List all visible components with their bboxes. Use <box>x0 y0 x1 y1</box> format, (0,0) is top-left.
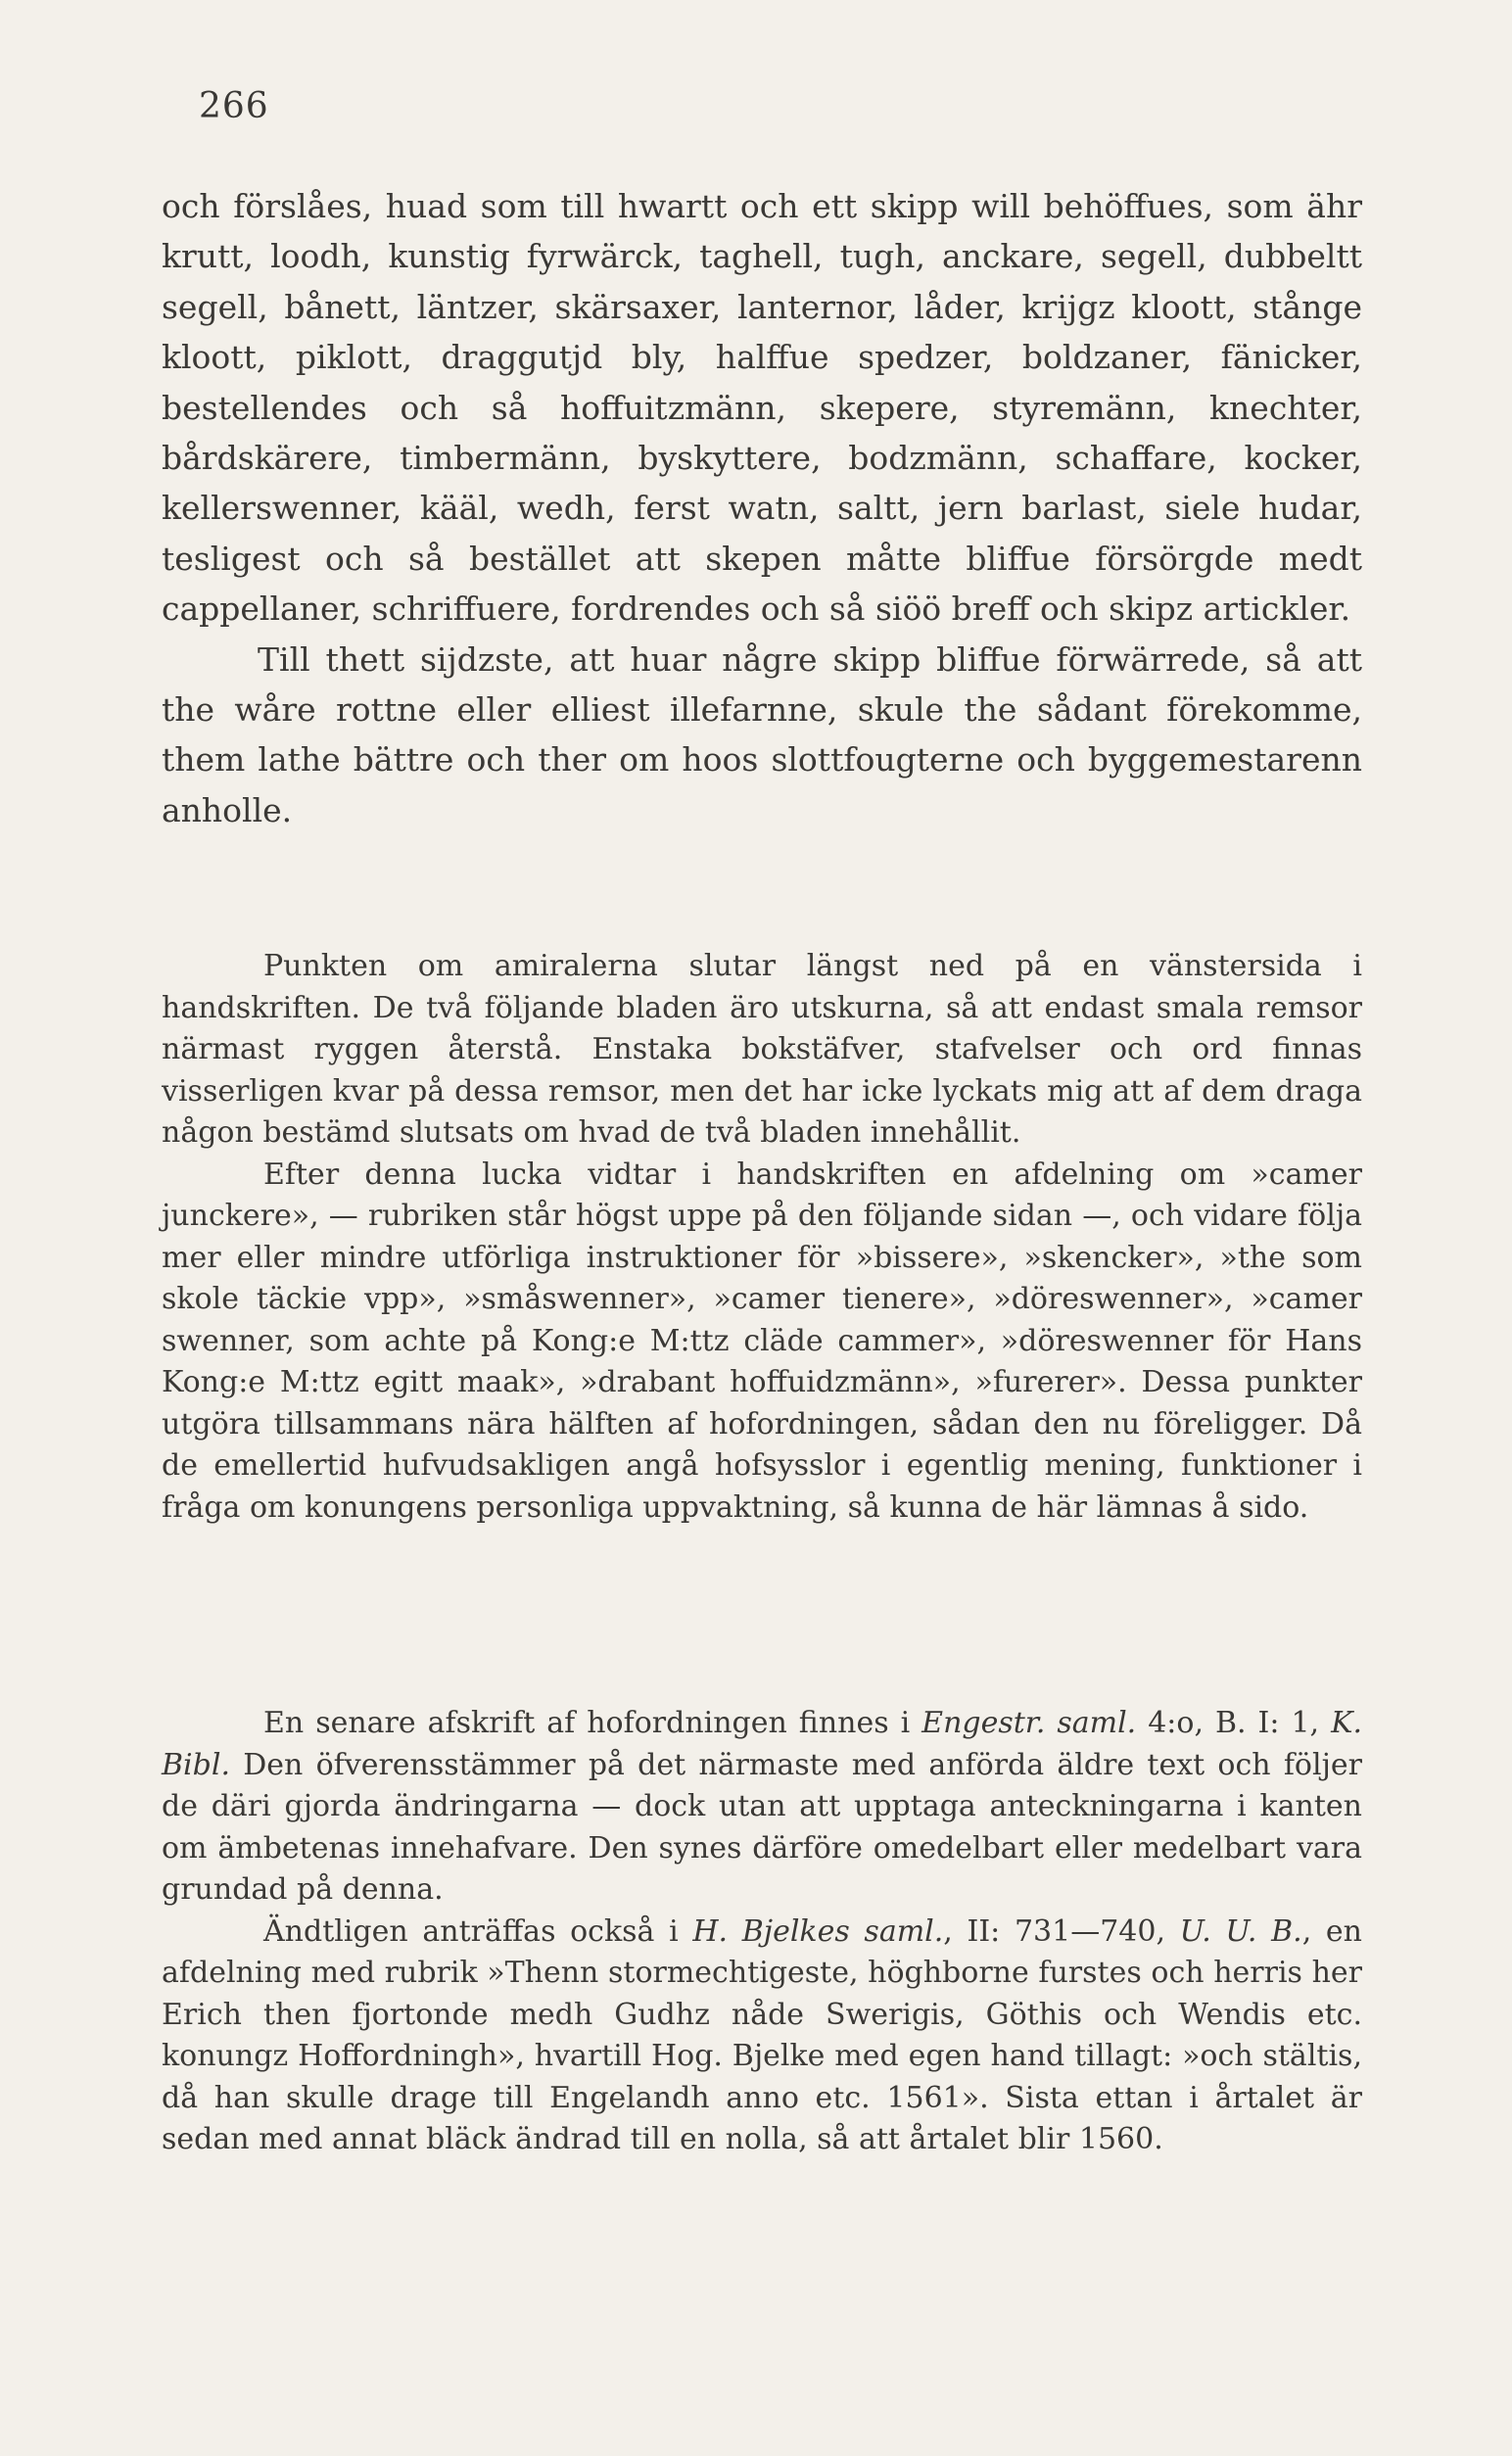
main-paragraph-1: och förslåes, huad som till hwartt och ett skipp will behöffues, som ähr krutt, loodh, kunstig fyrwärck, taghell, tugh, anckare, segell, dubbeltt segell, bånett, läntzer, skärsaxer, lanternor, låder, krijgz kloott, stånge kloott, piklott, draggutjd bly, halffue spedzer, boldzaner, fänicker, bestellendes och så hoffuitzmänn, skepere, styremänn, knechter, bårdskärere, timbermänn, byskyttere, bodzmänn, schaffare, kocker, kellerswenner, kääl, wedh, ferst watn, saltt, jern barlast, siele hudar, tesligest och så bestället att skepen måtte bliffue försörgde medt cappellaner, schriffuere, fordrendes och så siöö breff och skipz artickler. <box>162 187 1362 629</box>
text-run: En senare afskrift af hofordningen finnes i <box>263 1706 922 1740</box>
main-text <box>162 181 1362 835</box>
text-run: Ändtligen anträffas också i <box>263 1913 693 1949</box>
library-reference: K. Bibl. <box>162 1706 1363 1782</box>
commentary-paragraph-2: Efter denna lucka vidtar i handskriften en afdelning om »camer junckere», — rubriken står högst uppe på den följande sidan —, och vidare följa mer eller mindre utförliga instruktioner för »bissere», »skencker», »the som skole täckie vpp», »småswenner», »camer tienere», »döreswenner», »camer swenner, som achte på Kong:e M:ttz cläde cammer», »döreswenner för Hans Kong:e M:ttz egitt maak», »drabant hoffuidzmänn», »furerer». Dessa punkter utgöra tillsammans nära hälften af hofordningen, sådan den nu föreligger. Då de emellertid hufvudsakligen angå hofsysslor i egentlig mening, funktioner i fråga om konungens personliga uppvaktning, så kunna de här lämnas å sido. <box>162 1157 1362 1525</box>
text-run: Den öfverensstämmer på det närmaste med anförda äldre text och följer de däri gjorda ändringarna — dock utan att upptaga anteckningarna i kanten om ämbetenas innehafvare. Den synes därföre omedelbart eller medelbart vara grundad på denna. <box>162 1747 1362 1907</box>
commentary-paragraph-4 <box>162 1912 1362 2161</box>
library-reference: U. U. B. <box>1179 1913 1302 1949</box>
commentary-paragraph-3 <box>162 1703 1362 1912</box>
text-run: , en afdelning med rubrik »Thenn stormechtigeste, höghborne furstes och herris her Erich then fjortonde medh Gudhz nåde Swerigis, Göthis och Wendis etc. konungz Hoffordningh», hvartill Hog. Bjelke med egen hand tillagt: »och stältis, då han skulle drage till Engelandh anno etc. 1561». Sista ettan i årtalet är sedan med annat bläck ändrad till en nolla, så att årtalet blir 1560. <box>162 1913 1362 2156</box>
page-number: 266 <box>199 86 269 126</box>
source-reference: Engestr. saml. <box>921 1706 1137 1740</box>
commentary-paragraph-1: Punkten om amiralerna slutar längst ned på en vänstersida i handskriften. De två följande bladen äro utskurna, så att endast smala remsor närmast ryggen återstå. Enstaka bokstäfver, stafvelser och ord finnas visserligen kvar på dessa remsor, men det har icke lyckats mig att af dem draga någon bestämd slutsats om hvad de två bladen innehållit. <box>162 949 1362 1150</box>
main-paragraph-2: Till thett sijdzste, att huar någre skipp bliffue förwärrede, så att the wåre rottne eller elliest illefarnne, skule the sådant förekomme, them lathe bättre och ther om hoos slottfougterne och byggemestarenn anholle. <box>162 639 1362 829</box>
text-run: , II: 731—740, <box>943 1913 1180 1949</box>
commentary-section-1 <box>162 946 1362 1529</box>
text-run: 4:o, B. I: 1, <box>1136 1706 1332 1740</box>
commentary-section-2 <box>162 1703 1362 2161</box>
source-reference: H. Bjelkes saml. <box>692 1913 944 1949</box>
